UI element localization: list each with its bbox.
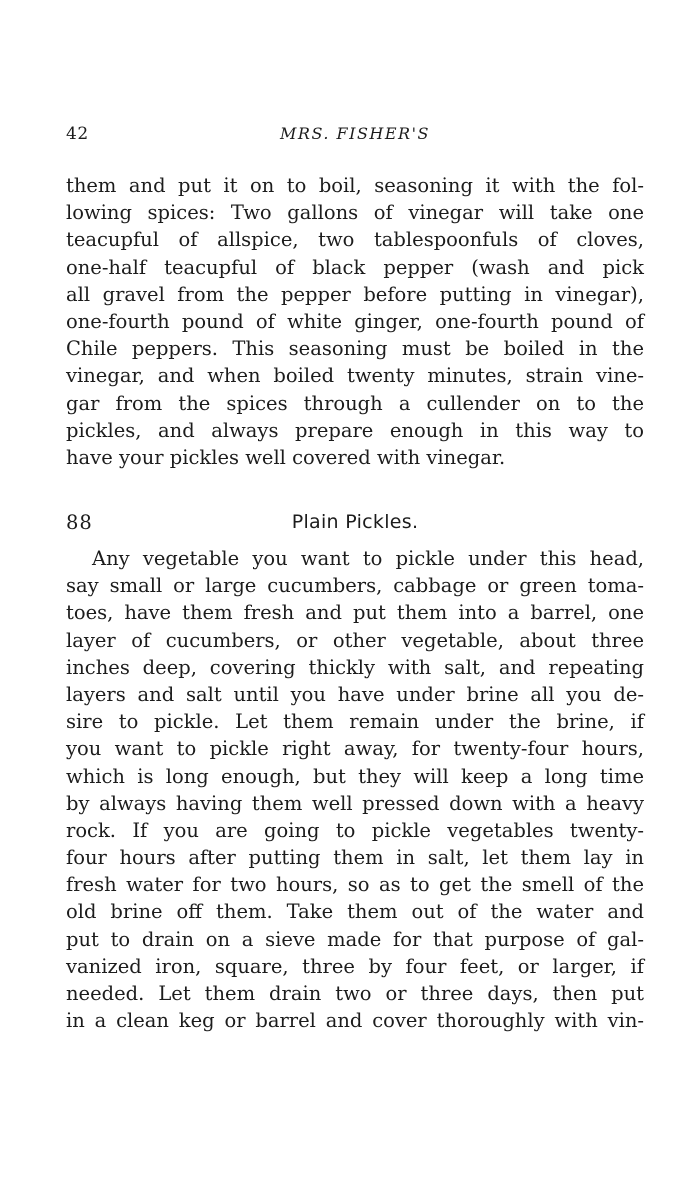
- text-line: four hours after putting them in salt, let them lay in: [66, 846, 644, 870]
- text-line: them and put it on to boil, seasoning it with the fol-: [66, 174, 644, 197]
- text-line: put to drain on a sieve made for that purpose of gal-: [66, 927, 644, 951]
- text-line: one-half teacupful of black pepper (wash and pick: [66, 255, 644, 279]
- continued-paragraph: [66, 172, 644, 471]
- recipe-heading: [66, 511, 644, 541]
- text-line: in a clean keg or barrel and cover thoroughly with vin-: [66, 1009, 644, 1033]
- text-line: sire to pickle. Let them remain under the brine, if: [66, 710, 644, 734]
- text-line: Chile peppers. This seasoning must be boiled in the: [66, 337, 644, 361]
- text-line: vanized iron, square, three by four feet, or larger, if: [66, 954, 644, 978]
- text-line: you want to pickle right away, for twenty-four hours,: [66, 737, 644, 761]
- text-line: say small or large cucumbers, cabbage or green toma-: [66, 574, 644, 598]
- text-line: pickles, and always prepare enough in this way to: [66, 418, 644, 442]
- running-head: [66, 124, 644, 148]
- text-line: one-fourth pound of white ginger, one-fourth pound of: [66, 309, 644, 333]
- recipe-number: 88: [66, 511, 93, 534]
- text-line: by always having them well pressed down with a heavy: [66, 791, 644, 815]
- text-line: layer of cucumbers, or other vegetable, about three: [66, 628, 644, 652]
- book-title: MRS. FISHER'S: [280, 124, 430, 143]
- text-line: toes, have them fresh and put them into a barrel, one: [66, 601, 644, 625]
- text-line: have your pickles well covered with vinegar.: [66, 445, 506, 469]
- text-line: which is long enough, but they will keep a long time: [66, 764, 644, 788]
- recipe-paragraph: [66, 545, 644, 1034]
- page-number: 42: [66, 124, 89, 144]
- text-line: all gravel from the pepper before putting in vinegar),: [66, 282, 644, 306]
- text-line: rock. If you are going to pickle vegetables twenty-: [66, 818, 644, 842]
- text-line: Any vegetable you want to pickle under this head,: [92, 547, 644, 570]
- text-line: lowing spices: Two gallons of vinegar will take one: [66, 201, 644, 225]
- text-line: layers and salt until you have under brine all you de-: [66, 682, 644, 706]
- text-line: inches deep, covering thickly with salt, and repeating: [66, 655, 644, 679]
- text-line: vinegar, and when boiled twenty minutes, strain vine-: [66, 364, 644, 388]
- text-line: gar from the spices through a cullender on to the: [66, 391, 644, 415]
- text-line: needed. Let them drain two or three days, then put: [66, 982, 644, 1005]
- recipe-title: Plain Pickles.: [291, 511, 419, 533]
- text-line: old brine off them. Take them out of the water and: [66, 900, 644, 924]
- text-line: fresh water for two hours, so as to get the smell of the: [66, 873, 644, 897]
- text-line: teacupful of allspice, two tablespoonfuls of cloves,: [66, 228, 644, 252]
